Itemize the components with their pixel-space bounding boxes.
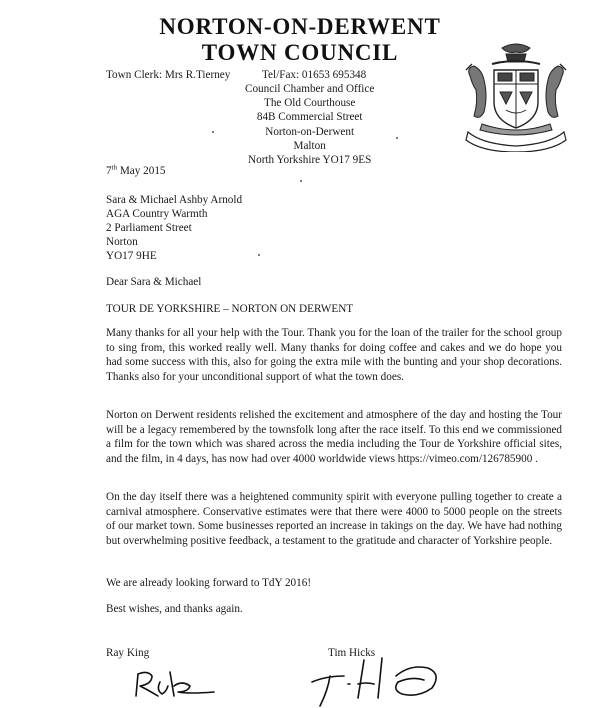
address-line: North Yorkshire YO17 9ES: [248, 154, 372, 167]
subject-line: TOUR DE YORKSHIRE – NORTON ON DERWENT: [106, 303, 354, 315]
address-line: The Old Courthouse: [264, 97, 356, 110]
scan-speck: [300, 180, 302, 182]
recipient-line: Sara & Michael Ashby Arnold: [106, 194, 243, 206]
address-line: 84B Commercial Street: [256, 111, 363, 124]
sign-off: Best wishes, and thanks again.: [106, 603, 243, 615]
salutation: Dear Sara & Michael: [106, 276, 202, 288]
council-address: [245, 82, 374, 167]
signature-tim-hicks: [308, 654, 448, 708]
town-clerk: Town Clerk: Mrs R.Tierney: [106, 69, 231, 81]
recipient-line: 2 Parliament Street: [106, 222, 192, 234]
body-paragraph: Norton on Derwent residents relished the excitement and atmosphere of the day and hosting the Tour will be a legacy remembered by the townsfolk long after the race itself. To this end we commissioned a film for the town which was shared across the media including the Tour de Yorkshire official sites, and the film, in 4 days, has now had over 4000 worldwide views https://vimeo.com/126785900 .: [106, 409, 562, 465]
body-paragraph: Many thanks for all your help with the Tour. Thank you for the loan of the trailer for the school group to sing from, this worked really well. Many thanks for doing coffee and cakes and we do hope you had some success with this, also for going the extra mile with the bunting and your shop decorations. Thanks also for your unconditional support of what the town does.: [106, 327, 562, 383]
closing-line: We are already looking forward to TdY 2016!: [106, 577, 312, 589]
address-line: Norton-on-Derwent: [265, 125, 355, 138]
scan-speck: [396, 137, 398, 139]
address-line: Malton: [293, 139, 326, 152]
tel-fax: Tel/Fax: 01653 695348: [262, 69, 367, 81]
scan-speck: [212, 131, 214, 133]
signatory-name: Tim Hicks: [328, 647, 376, 659]
letter-date: 7th May 2015: [106, 163, 166, 177]
council-coat-of-arms: [462, 40, 570, 152]
letterhead-title-line1: NORTON-ON-DERWENT: [159, 14, 441, 39]
recipient-line: AGA Country Warmth: [106, 208, 208, 220]
letterhead-title-line2: TOWN COUNCIL: [201, 40, 399, 65]
address-line: Council Chamber and Office: [245, 83, 375, 95]
recipient-line: YO17 9HE: [106, 250, 157, 262]
recipient-line: Norton: [106, 236, 138, 248]
body-paragraph: On the day itself there was a heightened community spirit with everyone pulling together to create a carnival atmosphere. Conservative estimates were that there were 4000 to 5000 people on the streets of our market town. Some businesses reported an increase in takings on the day. We have had nothing but overwhelming positive feedback, a testament to the gratitude and character of Yorkshire people.: [106, 491, 562, 547]
signature-ray-king: [126, 664, 218, 704]
scan-speck: [258, 254, 260, 256]
signatory-name: Ray King: [106, 647, 150, 659]
